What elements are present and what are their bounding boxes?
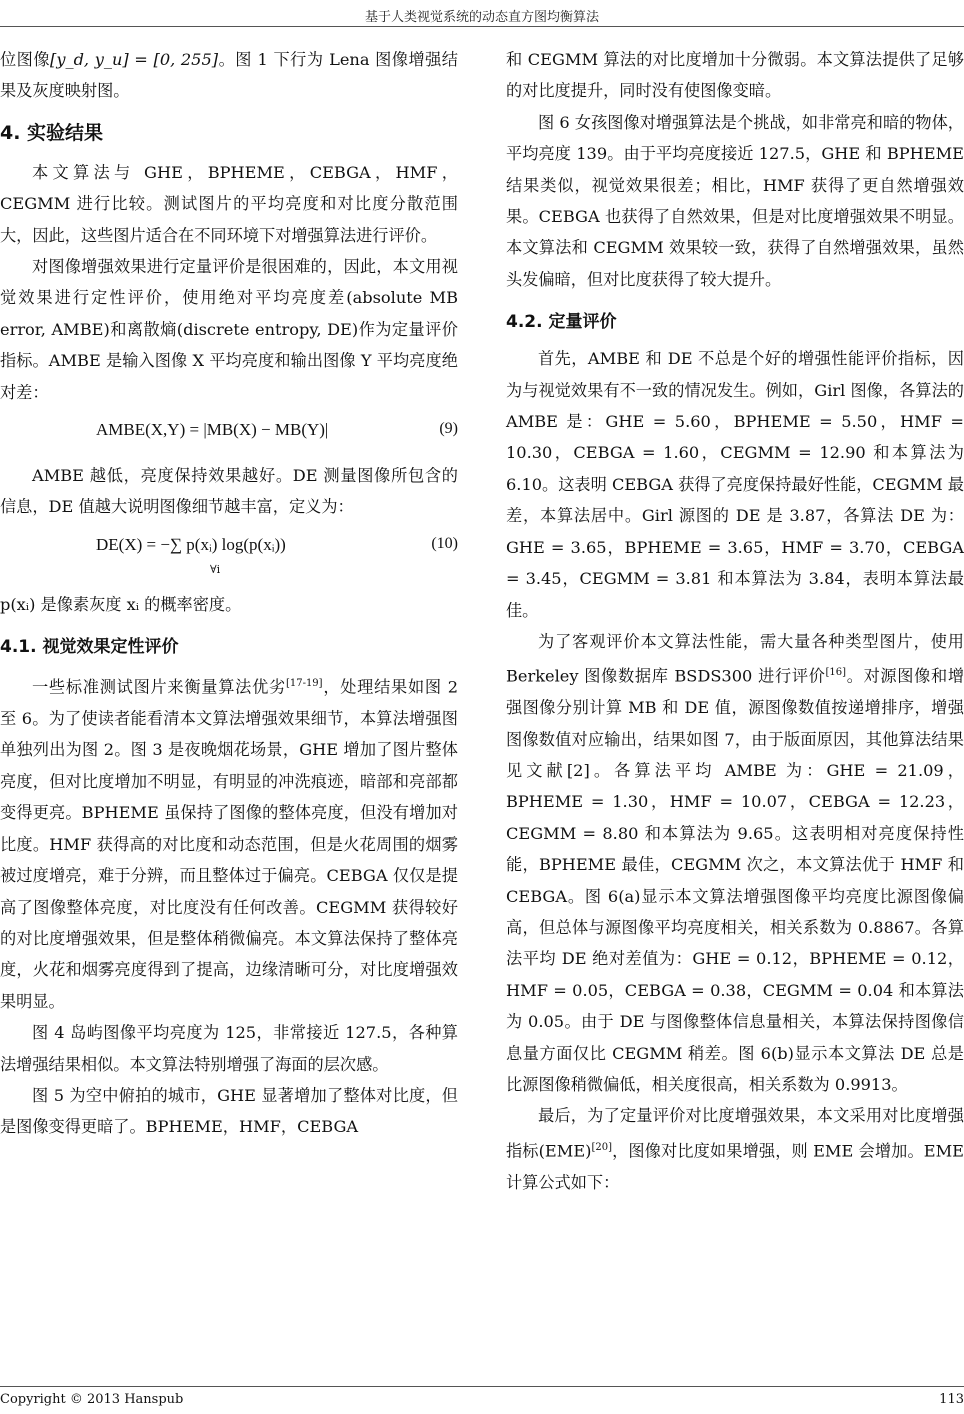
equation-9-body: AMBE(X,Y) = |MB(X) − MB(Y)| [96,420,329,440]
paragraph-metrics: 对图像增强效果进行定量评价是很困难的，因此，本文用视觉效果进行定性评价，使用绝对平均亮度差(absolute MB error, AMBE)和离散熵(discrete entropy, DE)作为定量评价指标。AMBE 是输入图像 X 平均亮度和输出图像 Y 平均亮度绝对差： [0,257,458,402]
bsds-text-b: 。对源图像和增强图像分别计算 MB 和 DE 值，源图像数值按递增排序，增强图像数值对应输出，结果如图 7，由于版面原因，其他算法结果见文献[2]。各算法平均 AMBE 为：GHE = 21.09，BPHEME = 1.30，HMF = 10.07，CEBGA = 12.23，CEGMM = 8.80 和本算法为 9.65。这表明相对亮度保持性能，BPHEME 最佳，CEGMM 次之，本文算法优于 HMF 和 CEBGA。图 6(a)显示本文算法增强图像平均亮度比源图像偏高，但总体与源图像平均亮度相关，相关系数为 0.8867。各算法平均 DE 绝对差值为：GHE = 0.12，BPHEME = 0.12，HMF = 0.05，CEBGA = 0.38，CEGMM = 0.04 和本算法为 0.05。由于 DE 与图像整体信息量相关，本算法保持图像信息量方面仅比 CEGMM 稍差。图 6(b)显示本文算法 DE 总是比源图像稍微偏低，相关度很高，相关系数为 0.9913。 [506,666,964,1094]
section-4-heading: 4. 实验结果 [0,121,104,144]
paragraph-bsds300 [506,626,964,1100]
paragraph-comparison: 本文算法与 GHE，BPHEME，CEBGA，HMF，CEGMM 进行比较。测试图片的平均亮度和对比度分散范围大，因此，这些图片适合在不同环境下对增强算法进行评价。 [0,162,458,245]
page-number: 113 [939,1392,964,1407]
equation-10-subscript: ∀i [210,562,221,576]
footer-rule [0,1386,964,1387]
section-4-2-heading: 4.2. 定量评价 [506,312,617,333]
equation-10-body: DE(X) = −∑ p(xᵢ) log(p(xᵢ)) [96,534,286,554]
intro-text-pre: 位图像 [0,50,51,69]
paragraph-city: 图 5 为空中俯拍的城市，GHE 显著增加了整体对比度，但是图像变得更暗了。BPHEME，HMF，CEBGA [0,1085,458,1137]
equation-10 [0,527,458,585]
qualitative-text-b: ，处理结果如图 2 至 6。为了使读者能看清本文算法增强效果细节，本算法增强图单独列出为图 2。图 3 是夜晚烟花场景，GHE 增加了图片整体亮度，但对比度增加不明显，有明显的冲洗痕迹，暗部和亮部都变得更亮。BPHEME 虽保持了图像的整体亮度，但没有增加对比度。HMF 获得高的对比度和动态范围，但是火花周围的烟雾被过度增亮，难于分辨，而且整体过于偏亮。CEBGA 仅仅是提高了图像整体亮度，对比度没有任何改善。CEGMM 获得较好的对比度增强效果，但是整体稍微偏亮。本文算法保持了整体亮度，火花和烟雾亮度得到了提高，边缘清晰可分，对比度增强效果明显。 [0,677,459,1011]
citation-17-19: [17-19] [285,678,323,690]
citation-20: [20] [591,1141,612,1153]
right-column [506,44,964,1198]
paragraph-girl: 图 6 女孩图像对增强算法是个挑战，如非常亮和暗的物体，平均亮度 139。由于平均亮度接近 127.5，GHE 和 BPHEME 结果类似，视觉效果很差；相比，HMF 获得了更自然增强效果。CEBGA 也获得了自然效果，但是对比度增强效果不明显。本文算法和 CEGMM 效果较一致，获得了自然增强效果，虽然头发偏暗，但对比度获得了较大提升。 [506,112,964,289]
paragraph-probability: p(xᵢ) 是像素灰度 xᵢ 的概率密度。 [0,594,242,614]
citation-16: [16] [825,667,847,679]
paragraph-ambe: AMBE 越低，亮度保持效果越好。DE 测量图像所包含的信息，DE 值越大说明图像细节越丰富，定义为： [0,466,458,517]
paragraph-qualitative [0,668,458,1017]
paragraph-island: 图 4 岛屿图像平均亮度为 125，非常接近 127.5，各种算法增强结果相似。本文算法特别增强了海面的层次感。 [0,1023,458,1074]
intro-paragraph [0,44,458,107]
equation-9 [0,412,458,456]
qualitative-text-a: 一些标准测试图片来衡量算法优劣 [32,677,286,697]
equation-9-number: (9) [439,420,458,438]
paragraph-quant-girl: 首先，AMBE 和 DE 不总是个好的增强性能评价指标，因为与视觉效果有不一致的情况发生。例如，Girl 图像，各算法的 AMBE 是：GHE = 5.60，BPHEME = 5.50，HMF = 10.30，CEBGA = 1.60，CEGMM = 12.90 和本算法为 6.10。这表明 CEBGA 获得了亮度保持最好性能，CEGMM 最差，本算法居中。Girl 源图的 DE 是 3.87，各算法 DE 为：GHE = 3.65，BPHEME = 3.65，HMF = 3.70，CEBGA = 3.45，CEGMM = 3.81 和本算法为 3.84，表明本算法最佳。 [506,349,964,620]
intro-math: [y_d, y_u] = [0, 255] [50,50,219,69]
section-4-1-heading: 4.1. 视觉效果定性评价 [0,637,179,658]
paragraph-city-cont: 和 CEGMM 算法的对比度增加十分微弱。本文算法提供了足够的对比度提升，同时没有使图像变暗。 [506,50,964,101]
eme-text-a: 最后，为了定量评价对比度增强效果，本文采用对比度增强指标(EME) [506,1106,964,1161]
left-column [0,44,458,1143]
intro-text-post: 。图 1 下行为 Lena 图像增强结果及灰度映射图。 [0,50,458,101]
equation-10-number: (10) [431,534,458,552]
eme-text-b: ，图像对比度如果增强，则 EME 会增加。EME 计算公式如下： [506,1141,964,1192]
bsds-text-a: 为了客观评价本文算法性能，需大量各种类型图片，使用 Berkeley 图像数据库 BSDS300 进行评价 [506,631,964,686]
copyright: Copyright © 2013 Hanspub [0,1392,184,1407]
running-head: 基于人类视觉系统的动态直方图均衡算法 [364,10,599,25]
header-rule [0,26,964,27]
paragraph-eme [506,1100,964,1198]
